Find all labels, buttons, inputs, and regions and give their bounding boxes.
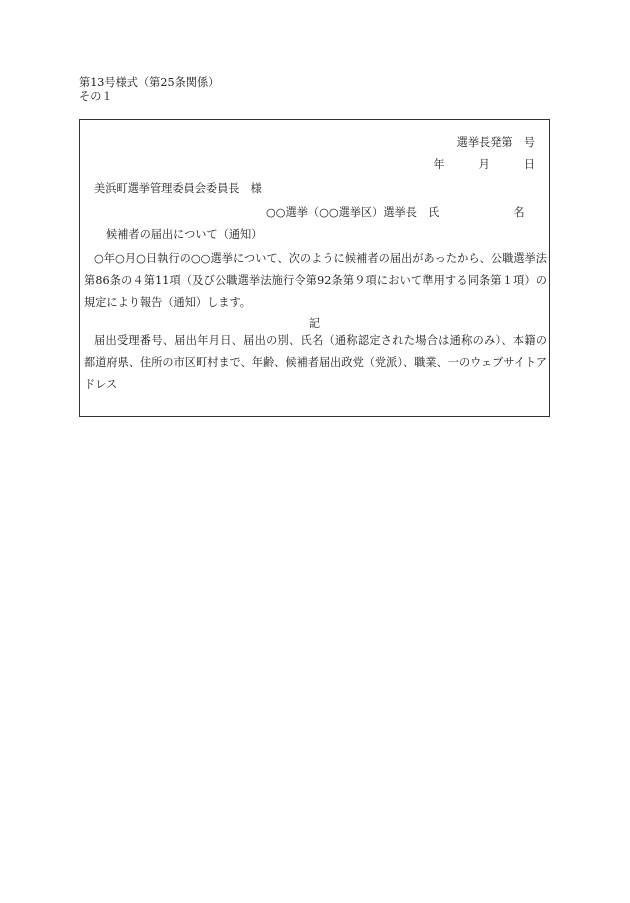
document-date <box>433 158 535 172</box>
form-number-label: 第13号様式（第25条関係） <box>79 76 220 89</box>
form-variant-label: その１ <box>79 90 113 103</box>
sender-title: ○○選挙（○○選挙区）選挙長 氏 <box>266 206 440 219</box>
notice-form <box>79 119 550 417</box>
date-month: 月 <box>478 158 490 171</box>
date-year: 年 <box>433 158 445 171</box>
body-paragraph: ○年○月○日執行の○○選挙について、次のように候補者の届出があったから、公職選挙法第86条の４第11項（及び公職選挙法施行令第92条第９項において準用する同条第１項）の規定により報告（通知）します。 <box>84 252 547 309</box>
sender-name-suffix: 名 <box>513 206 525 219</box>
items-paragraph: 届出受理番号、届出年月日、届出の別、氏名（通称認定された場合は通称のみ）、本籍の都道府県、住所の市区町村まで、年齢、候補者届出政党（党派）、職業、一のウェブサイトアドレス <box>84 334 547 391</box>
subject-line: 候補者の届出について（通知） <box>106 228 263 241</box>
date-day: 日 <box>523 158 535 171</box>
form-header <box>79 76 219 104</box>
document-number: 選挙長発第 号 <box>456 136 535 149</box>
ki-heading: 記 <box>308 317 321 330</box>
sender-line <box>266 206 525 220</box>
addressee: 美浜町選挙管理委員会委員長 様 <box>94 182 262 195</box>
